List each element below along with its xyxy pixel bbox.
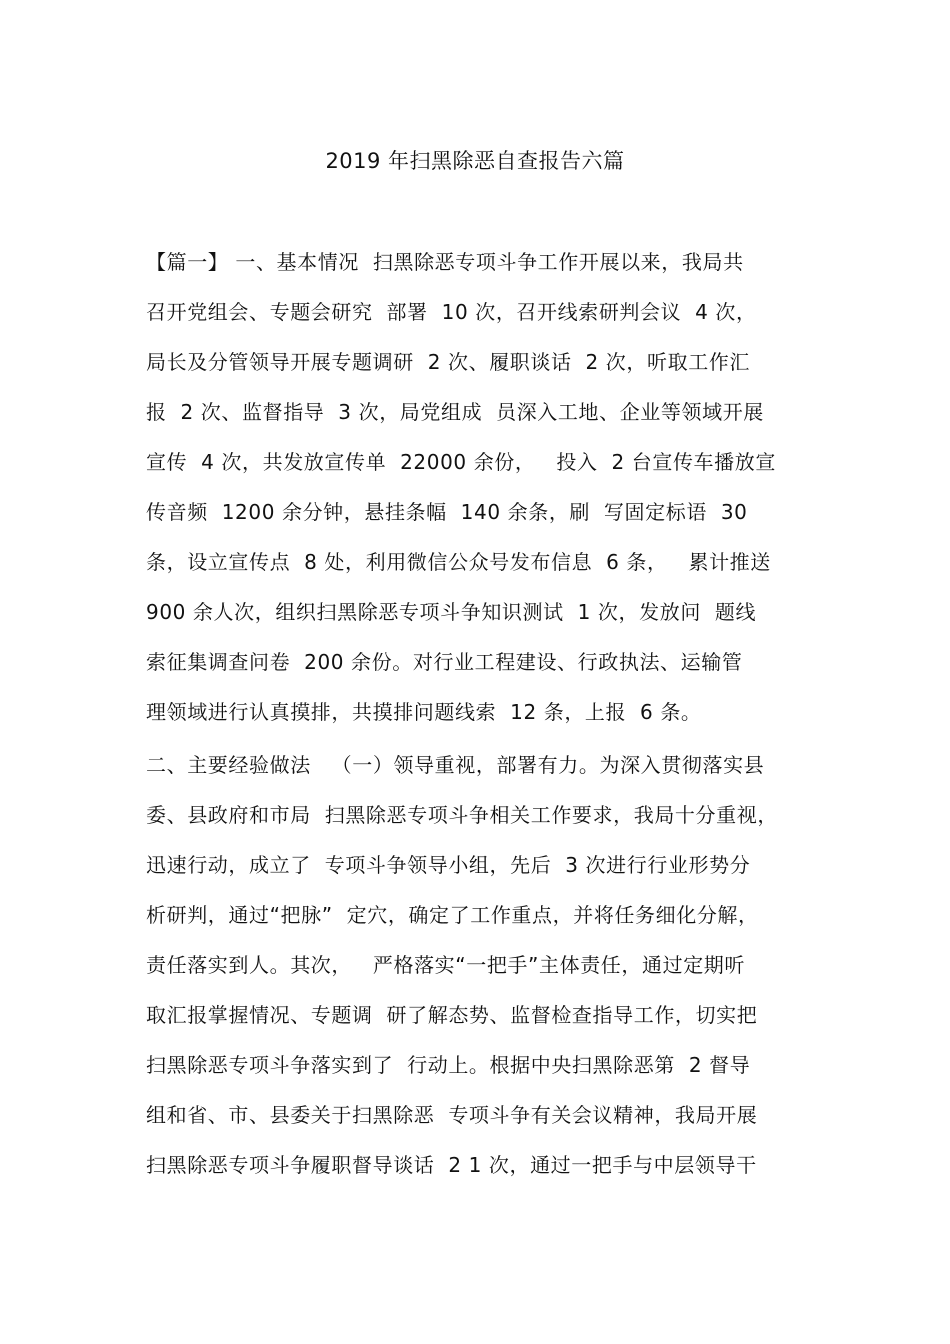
text-line: 析研判，通过“把脉” 定穴，确定了工作重点，并将任务细化分解， bbox=[146, 903, 759, 927]
text-line: 【篇一】 一、基本情况 扫黑除恶专项斗争工作开展以来，我局共 bbox=[146, 250, 744, 274]
text-line: 迅速行动，成立了 专项斗争领导小组，先后 3 次进行行业形势分 bbox=[146, 853, 751, 877]
text-line: 900 余人次，组织扫黑除恶专项斗争知识测试 1 次，发放问 题线 bbox=[146, 600, 757, 624]
text-line: 宣传 4 次，共发放宣传单 22000 余份， 投入 2 台宣传车播放宣 bbox=[146, 450, 776, 474]
text-line: 委、县政府和市局 扫黑除恶专项斗争相关工作要求，我局十分重视， bbox=[146, 803, 778, 827]
text-line: 条，设立宣传点 8 处，利用微信公众号发布信息 6 条， 累计推送 bbox=[146, 550, 771, 574]
text-line: 责任落实到人。其次， 严格落实“一把手”主体责任，通过定期听 bbox=[146, 953, 745, 977]
text-line: 扫黑除恶专项斗争落实到了 行动上。根据中央扫黑除恶第 2 督导 bbox=[146, 1053, 751, 1077]
text-line: 二、主要经验做法 （一）领导重视，部署有力。为深入贯彻落实县 bbox=[146, 753, 765, 777]
text-line: 组和省、市、县委关于扫黑除恶 专项斗争有关会议精神，我局开展 bbox=[146, 1103, 758, 1127]
text-line: 扫黑除恶专项斗争履职督导谈话 2 1 次，通过一把手与中层领导干 bbox=[146, 1153, 757, 1177]
text-line: 理领域进行认真摸排，共摸排问题线索 12 条，上报 6 条。 bbox=[146, 700, 702, 724]
text-line: 召开党组会、专题会研究 部署 10 次，召开线索研判会议 4 次， bbox=[146, 300, 757, 324]
text-line: 传音频 1200 余分钟，悬挂条幅 140 余条，刷 写固定标语 30 bbox=[146, 500, 748, 524]
text-line: 报 2 次、监督指导 3 次，局党组成 员深入工地、企业等领域开展 bbox=[146, 400, 764, 424]
paragraph-2 bbox=[146, 740, 846, 1190]
text-line: 索征集调查问卷 200 余份。对行业工程建设、行政执法、运输管 bbox=[146, 650, 743, 674]
paragraph-1 bbox=[146, 237, 846, 737]
document-title: 2019 年扫黑除恶自查报告六篇 bbox=[325, 149, 625, 173]
text-line: 取汇报掌握情况、专题调 研了解态势、监督检查指导工作，切实把 bbox=[146, 1003, 758, 1027]
text-line: 局长及分管领导开展专题调研 2 次、履职谈话 2 次，听取工作汇 bbox=[146, 350, 750, 374]
